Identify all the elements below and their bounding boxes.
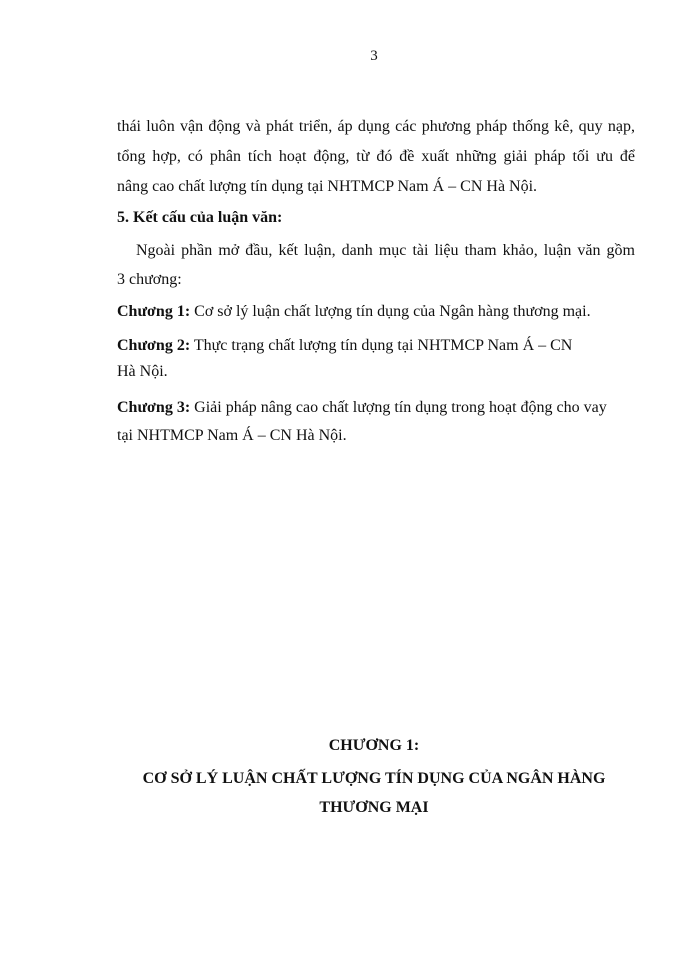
section-paragraph-line-2: 3 chương: xyxy=(117,271,182,288)
intro-line-3: nâng cao chất lượng tín dụng tại NHTMCP Nam Á – CN Hà Nội. xyxy=(117,178,538,195)
intro-line-2: tổng hợp, có phân tích hoạt động, từ đó đề xuất những giải pháp tối ưu để xyxy=(117,148,635,165)
chapter-title-line-1: CƠ SỞ LÝ LUẬN CHẤT LƯỢNG TÍN DỤNG CỦA NGÂN HÀNG xyxy=(142,770,606,787)
chapter-label: Chương 3: xyxy=(117,399,191,416)
section-heading: 5. Kết cấu của luận văn: xyxy=(117,209,283,226)
chapter-description-continuation: tại NHTMCP Nam Á – CN Hà Nội. xyxy=(117,427,347,444)
chapter-item-2 xyxy=(117,336,572,356)
chapter-item-1 xyxy=(117,302,591,322)
chapter-label: Chương 1: xyxy=(117,303,191,320)
chapter-label: Chương 2: xyxy=(117,337,191,354)
chapter-description: Cơ sở lý luận chất lượng tín dụng của Ngân hàng thương mại. xyxy=(194,303,591,320)
chapter-description: Giải pháp nâng cao chất lượng tín dụng trong hoạt động cho vay xyxy=(194,399,607,416)
intro-line-1: thái luôn vận động và phát triển, áp dụng các phương pháp thống kê, quy nạp, xyxy=(117,118,635,135)
section-paragraph-line-1: Ngoài phần mở đầu, kết luận, danh mục tài liệu tham khảo, luận văn gồm xyxy=(136,242,635,259)
chapter-title-line-2: THƯƠNG MẠI xyxy=(319,799,429,816)
chapter-item-3 xyxy=(117,398,607,418)
chapter-number-heading: CHƯƠNG 1: xyxy=(328,737,420,754)
chapter-description: Thực trạng chất lượng tín dụng tại NHTMCP Nam Á – CN xyxy=(193,337,573,354)
page-number: 3 xyxy=(370,48,378,64)
chapter-description-continuation: Hà Nội. xyxy=(117,363,168,380)
